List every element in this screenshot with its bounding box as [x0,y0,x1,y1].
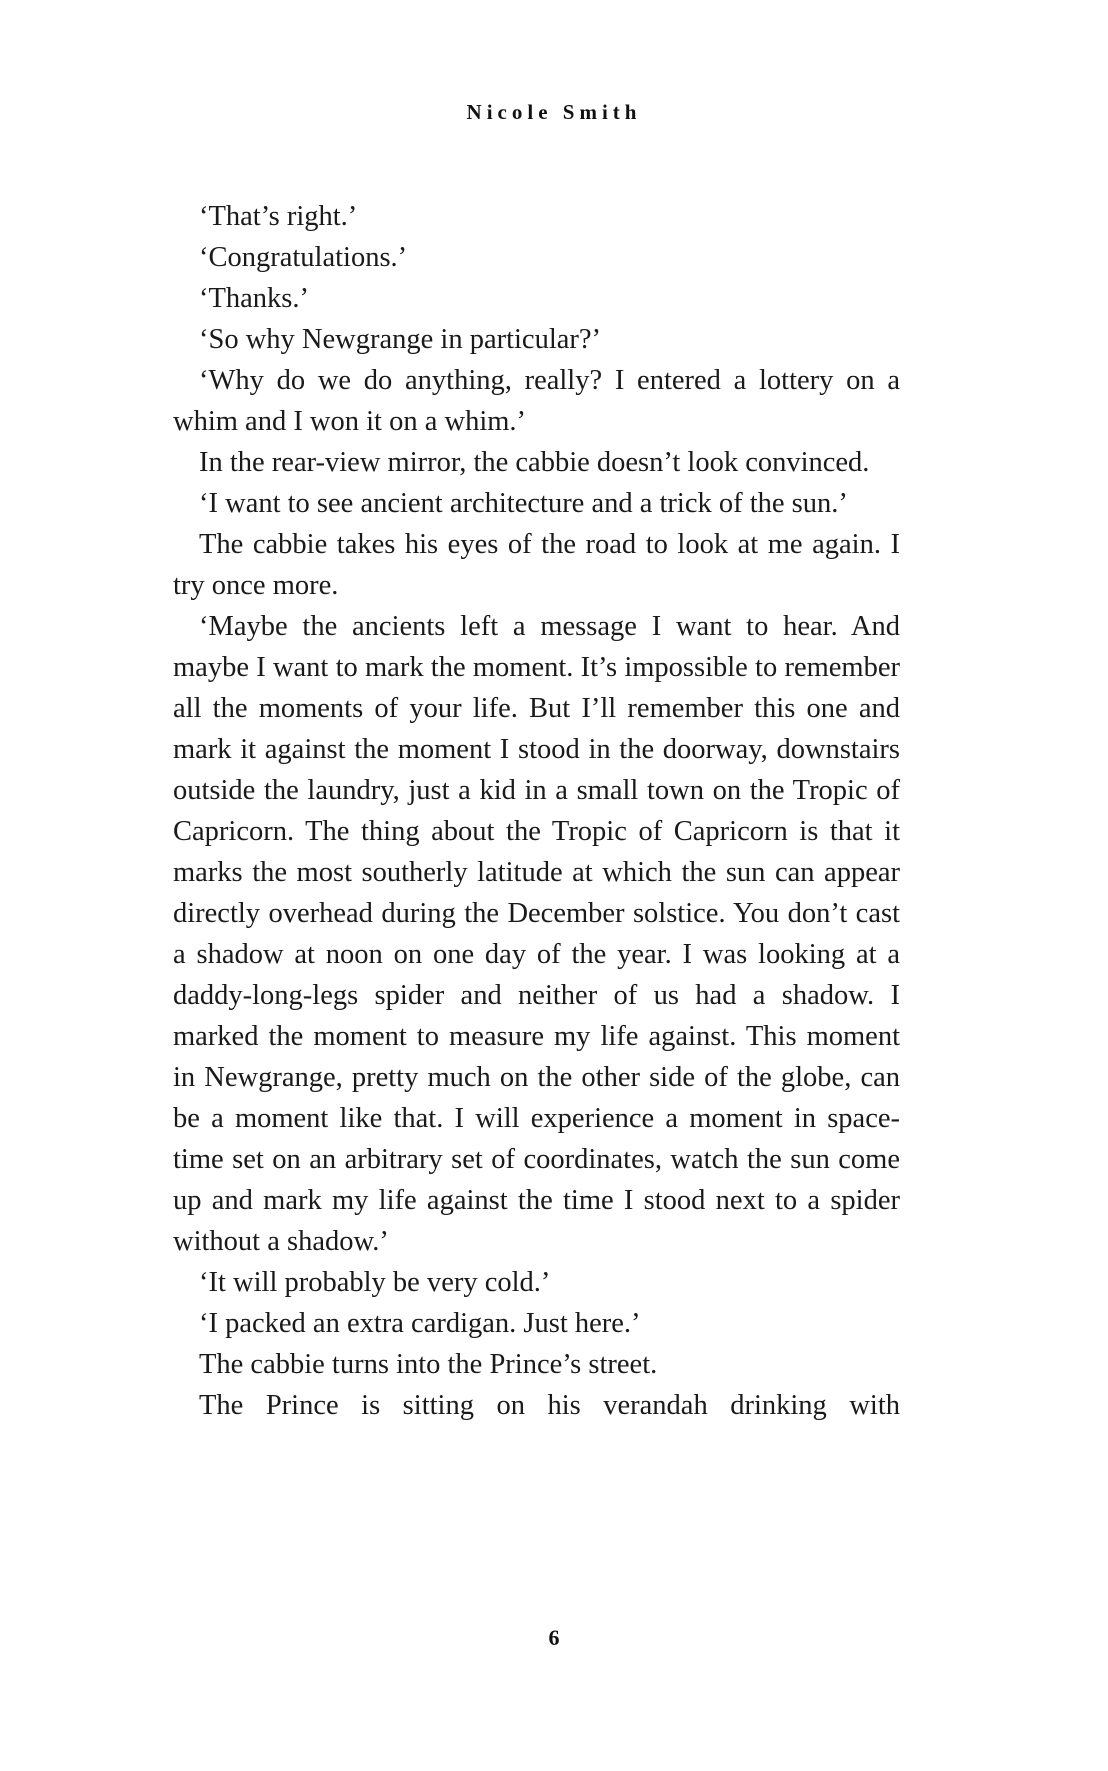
paragraph: ‘Maybe the ancients left a message I want to hear. And maybe I want to mark the moment. It’s impossible to remember all the moments of your life. But I’ll remember this one and mark it against the moment I stood in the doorway, downstairs outside the laundry, just a kid in a small town on the Tropic of Capricorn. The thing about the Tropic of Capricorn is that it marks the most southerly latitude at which the sun can appear directly overhead during the December solstice. You don’t cast a shadow at noon on one day of the year. I was looking at a daddy-long-legs spider and neither of us had a shadow. I marked the moment to measure my life against. This moment in Newgrange, pretty much on the other side of the globe, can be a moment like that. I will experience a moment in space-time set on an arbitrary set of coordinates, watch the sun come up and mark my life against the time I stood next to a spider without a shadow.’ [173,611,900,1257]
paragraph-continued: The Prince is sitting on his verandah drinking with [199,1390,900,1421]
paragraph: ‘So why Newgrange in particular?’ [199,324,602,355]
paragraph: ‘Congratulations.’ [199,242,408,273]
page-number: 6 [548,1625,560,1650]
body-text [173,196,900,1426]
paragraph: ‘That’s right.’ [199,201,358,232]
paragraph: The cabbie takes his eyes of the road to look at me again. I try once more. [173,529,900,601]
paragraph: ‘It will probably be very cold.’ [199,1267,551,1298]
paragraph: ‘I want to see ancient architecture and a trick of the sun.’ [199,488,848,519]
running-head: Nicole Smith [466,100,642,124]
paragraph: ‘Thanks.’ [199,283,310,314]
paragraph: ‘Why do we do anything, really? I entered a lottery on a whim and I won it on a whim.’ [173,365,900,437]
paragraph: The cabbie turns into the Prince’s street. [199,1349,658,1380]
paragraph: In the rear-view mirror, the cabbie doesn’t look convinced. [199,447,870,478]
paragraph: ‘I packed an extra cardigan. Just here.’ [199,1308,641,1339]
